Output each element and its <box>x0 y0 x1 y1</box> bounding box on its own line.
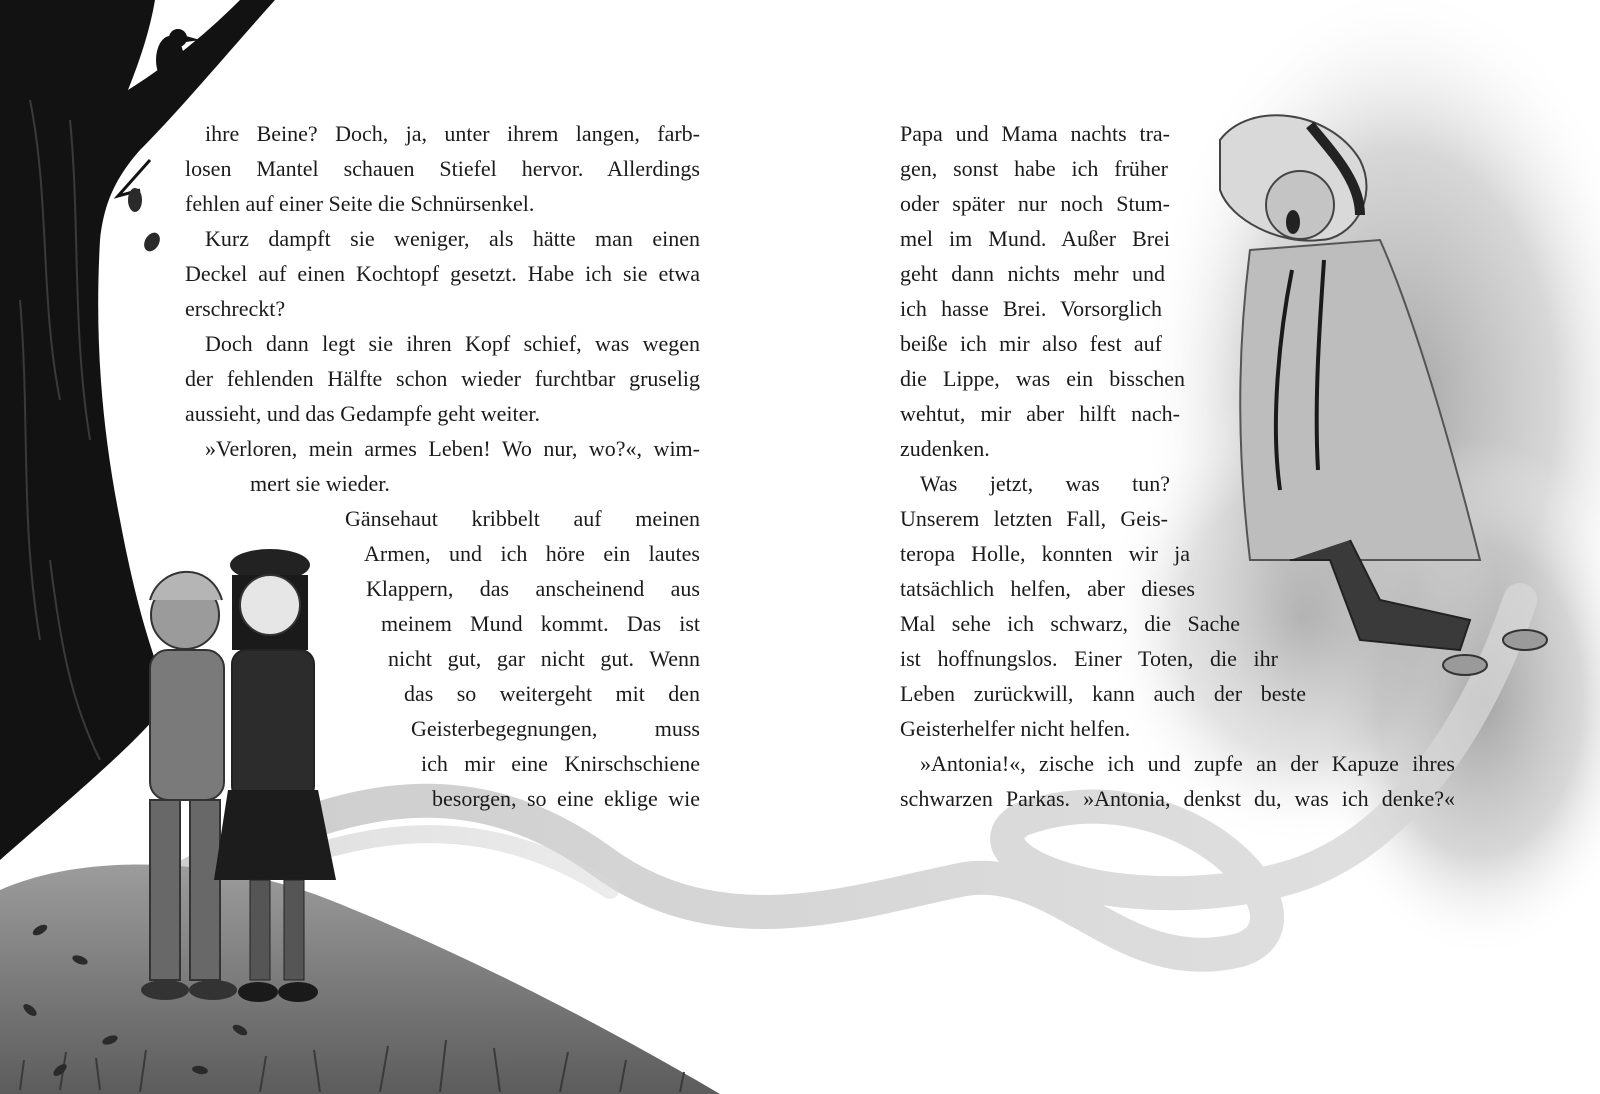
text-line: wehtut, mir aber hilft nach- <box>900 401 1180 426</box>
text-line: Was jetzt, was tun? <box>920 471 1170 496</box>
text-line: gen, sonst habe ich früher <box>900 156 1168 181</box>
text-line: Leben zurückwill, kann auch der beste <box>900 681 1306 706</box>
text-line: losen Mantel schauen Stiefel hervor. Allerdings <box>185 156 700 181</box>
text-line: Geisterhelfer nicht helfen. <box>900 716 1131 741</box>
text-line: erschreckt? <box>185 296 286 321</box>
text-line: Armen, und ich höre ein lautes <box>364 541 700 566</box>
text-line: schwarzen Parkas. »Antonia, denkst du, was ich denke?« <box>900 786 1455 811</box>
text-line: nicht gut, gar nicht gut. Wenn <box>388 646 700 671</box>
text-line: Mal sehe ich schwarz, die Sache <box>900 611 1240 636</box>
text-line: »Verloren, mein armes Leben! Wo nur, wo?«, wim- <box>205 436 700 461</box>
text-line: Gänsehaut kribbelt auf meinen <box>345 506 700 531</box>
text-line: Doch dann legt sie ihren Kopf schief, was wegen <box>205 331 700 356</box>
text-line: teropa Holle, konnten wir ja <box>900 541 1190 566</box>
text-line: Deckel auf einen Kochtopf gesetzt. Habe ich sie etwa <box>185 261 700 286</box>
text-line: ist hoffnungslos. Einer Toten, die ihr <box>900 646 1278 671</box>
text-line: mel im Mund. Außer Brei <box>900 226 1170 251</box>
text-line: oder später nur noch Stum- <box>900 191 1170 216</box>
text-line: Unserem letzten Fall, Geis- <box>900 506 1168 531</box>
text-line: »Antonia!«, zische ich und zupfe an der Kapuze ihres <box>920 751 1455 776</box>
text-line: das so weitergeht mit den <box>404 681 700 706</box>
text-line: ihre Beine? Doch, ja, unter ihrem langen, farb- <box>205 121 700 146</box>
text-line: besorgen, so eine eklige wie <box>432 786 700 811</box>
text-line: tatsächlich helfen, aber dieses <box>900 576 1195 601</box>
text-line: ich hasse Brei. Vorsorglich <box>900 296 1162 321</box>
text-line: aussieht, und das Gedampfe geht weiter. <box>185 401 540 426</box>
text-line: fehlen auf einer Seite die Schnürsenkel. <box>185 191 535 216</box>
text-line: Klappern, das anscheinend aus <box>366 576 700 601</box>
text-line: der fehlenden Hälfte schon wieder furchtbar gruselig <box>185 366 700 391</box>
text-line: beiße ich mir also fest auf <box>900 331 1162 356</box>
text-line: die Lippe, was ein bisschen <box>900 366 1185 391</box>
text-line: Geisterbegegnungen, muss <box>411 716 700 741</box>
text-line: zudenken. <box>900 436 990 461</box>
text-line: ich mir eine Knirschschiene <box>421 751 700 776</box>
text-line: Kurz dampft sie weniger, als hätte man einen <box>205 226 700 251</box>
text-line: mert sie wieder. <box>250 471 390 496</box>
text-line: meinem Mund kommt. Das ist <box>381 611 700 636</box>
text-line: Papa und Mama nachts tra- <box>900 121 1170 146</box>
grassy-hill <box>0 865 720 1094</box>
text-line: geht dann nichts mehr und <box>900 261 1165 286</box>
